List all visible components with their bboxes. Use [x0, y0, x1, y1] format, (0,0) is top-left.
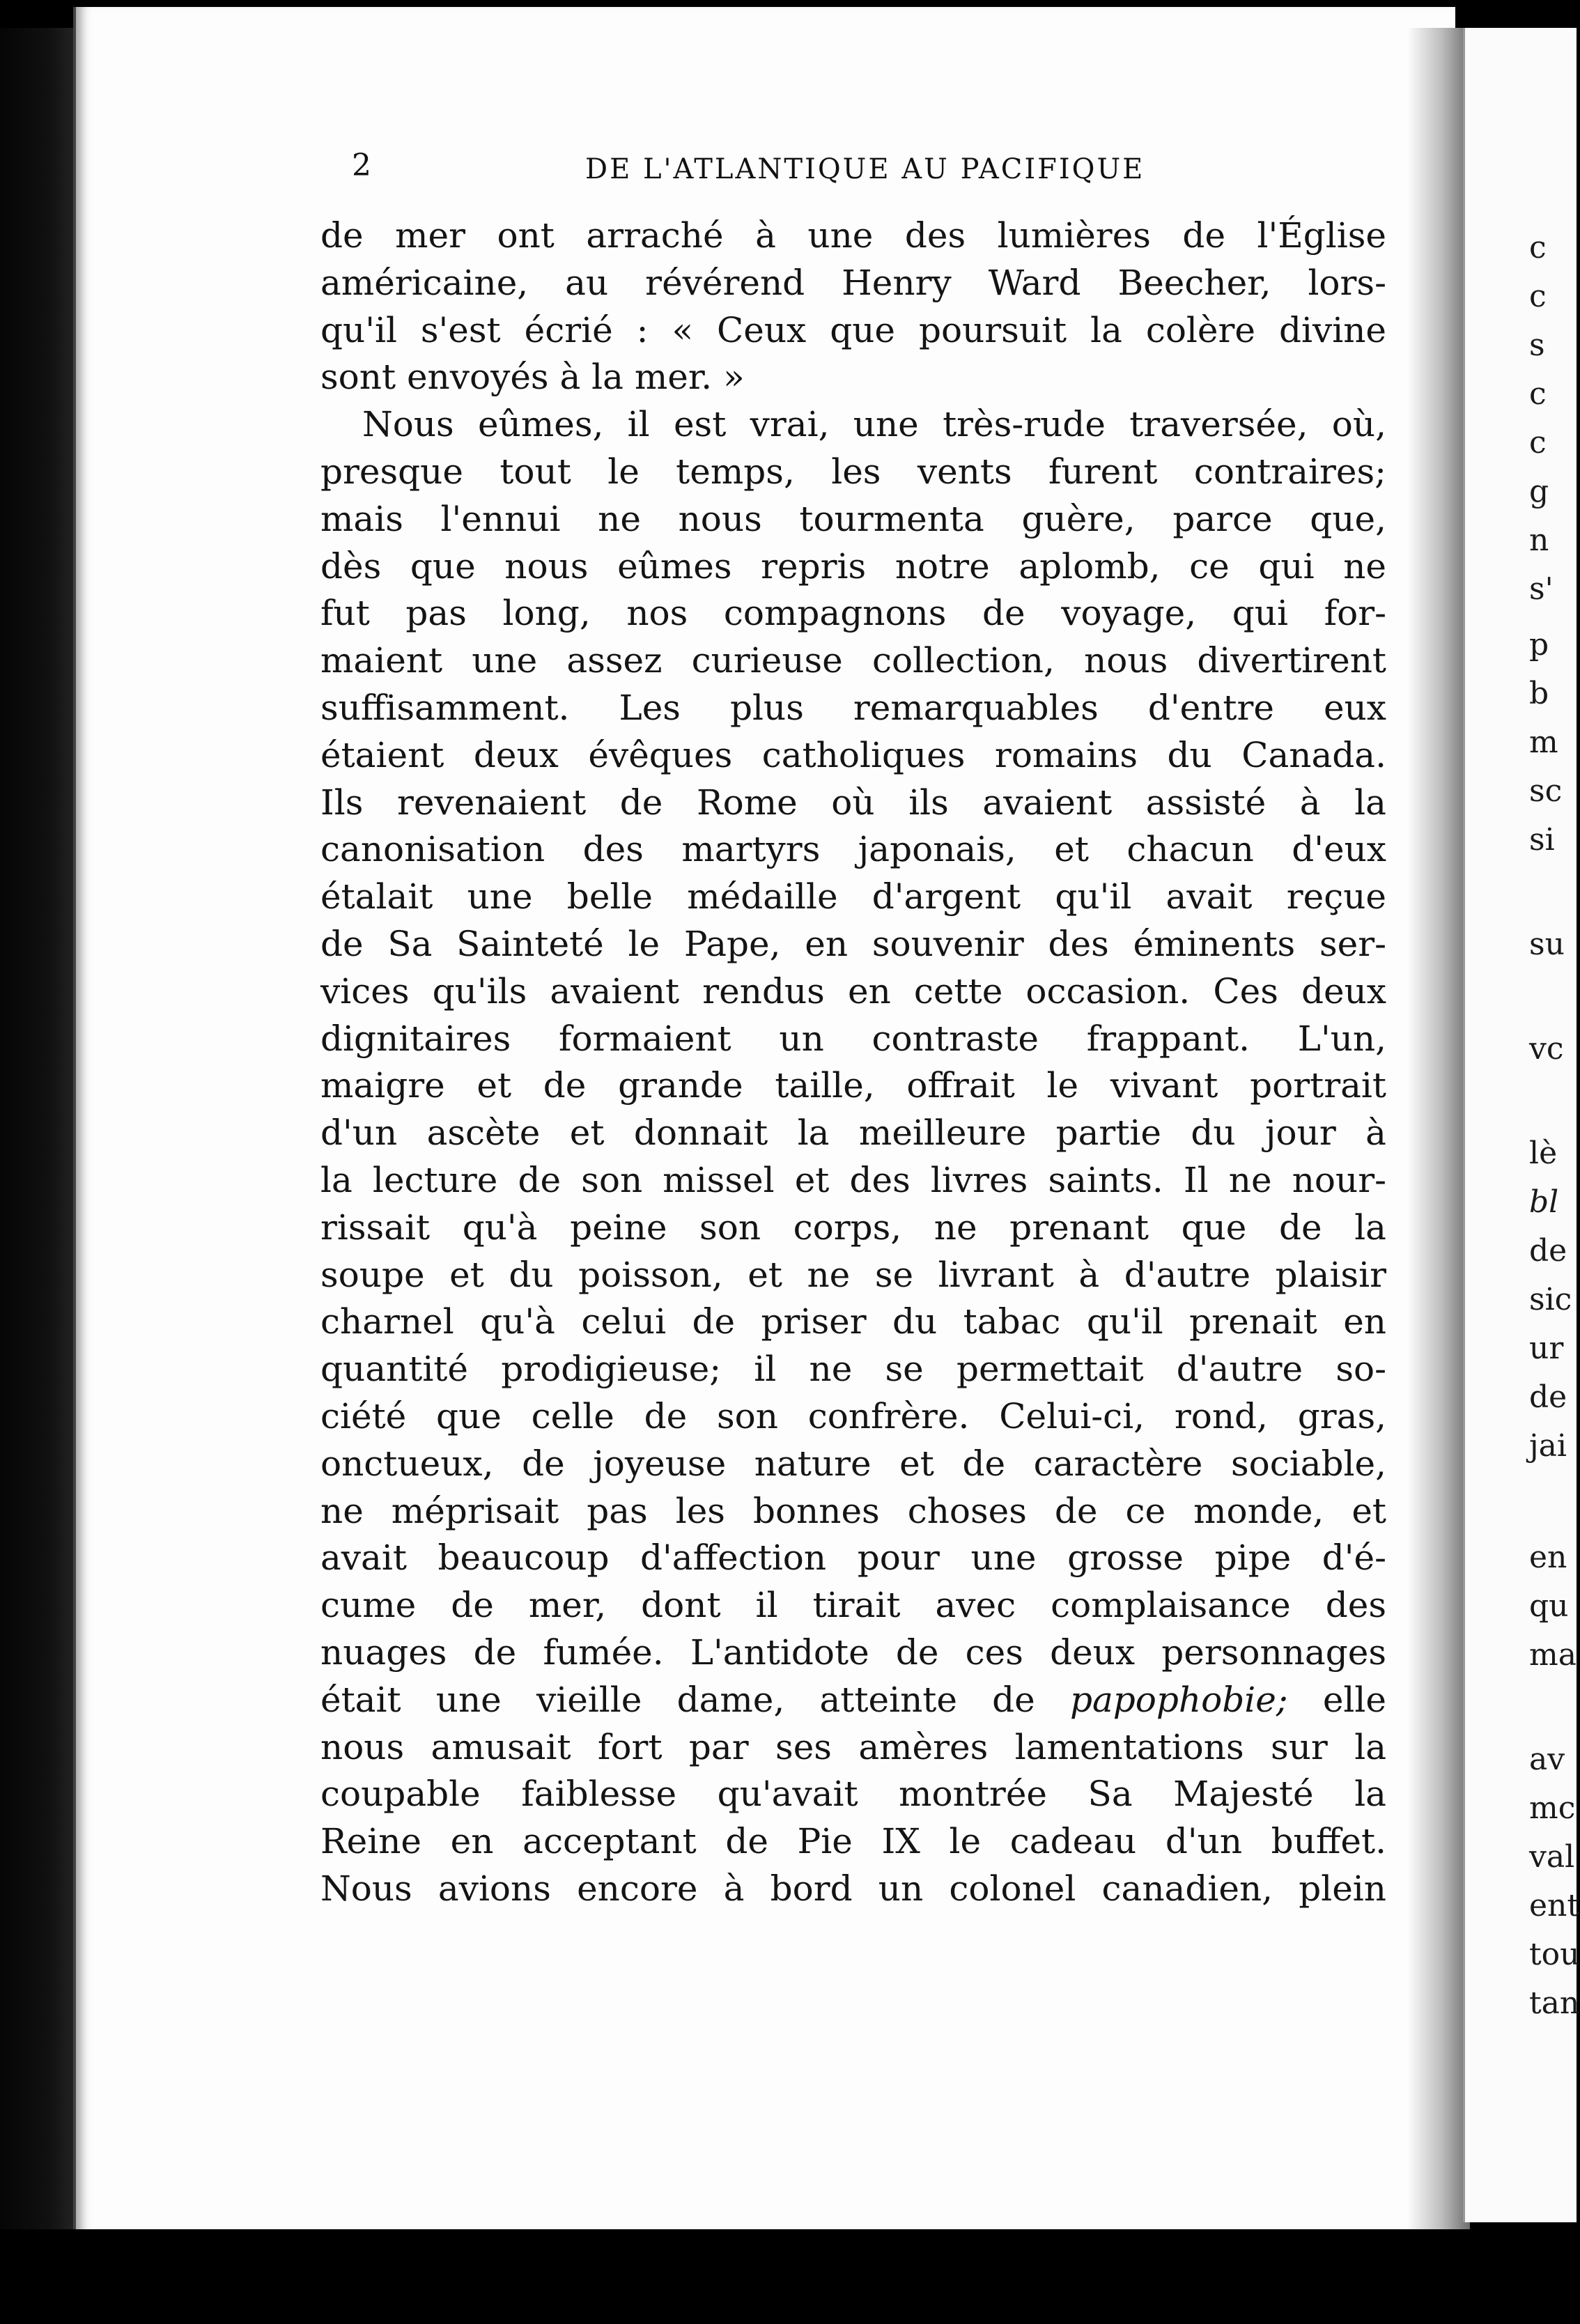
- text-line: vices qu'ils avaient rendus en cette occasion. Ces deux: [320, 970, 1386, 1012]
- text-line: coupable faiblesse qu'avait montrée Sa Majesté la: [320, 1774, 1386, 1815]
- facing-text-fragment: m: [1529, 725, 1558, 760]
- text-line: qu'il s'est écrié : « Ceux que poursuit la colère divine: [320, 309, 1386, 350]
- text-line: charnel qu'à celui de priser du tabac qu'il prenait en: [320, 1301, 1386, 1342]
- facing-text-fragment: val: [1529, 1839, 1575, 1875]
- text-line: dignitaires formaient un contraste frappant. L'un,: [320, 1018, 1386, 1059]
- page-gutter-shadow: [1407, 28, 1470, 2257]
- text-line: Nous avions encore à bord un colonel canadien, plein: [320, 1868, 1386, 1909]
- facing-text-fragment: tou: [1529, 1937, 1580, 1972]
- text-line: suffisamment. Les plus remarquables d'entre eux: [320, 687, 1386, 728]
- facing-text-fragment: tan: [1529, 1985, 1580, 2021]
- facing-text-fragment: lè: [1529, 1136, 1558, 1171]
- facing-text-fragment: vc: [1529, 1031, 1564, 1067]
- facing-text-fragment: c: [1529, 230, 1547, 265]
- text-line: sont envoyés à la mer. »: [320, 357, 745, 398]
- text-line: Reine en acceptant de Pie IX le cadeau d'un buffet.: [320, 1821, 1386, 1862]
- text-line: maigre et de grande taille, offrait le vivant portrait: [320, 1065, 1386, 1106]
- running-head: DE L'ATLANTIQUE AU PACIFIQUE: [585, 153, 1145, 185]
- text-line: dès que nous eûmes repris notre aplomb, ce qui ne: [320, 545, 1386, 587]
- text-line: ne méprisait pas les bonnes choses de ce monde, et: [320, 1490, 1386, 1531]
- text-line: de Sa Sainteté le Pape, en souvenir des éminents ser-: [320, 923, 1386, 964]
- facing-text-fragment: s': [1529, 571, 1554, 607]
- left-margin-fringe: [0, 0, 84, 2324]
- facing-text-fragment: su: [1529, 927, 1565, 962]
- paragraph-first-line: Nous eûmes, il est vrai, une très-rude traversée, où,: [362, 404, 1386, 445]
- facing-text-fragment: sic: [1529, 1282, 1572, 1317]
- page-number: 2: [352, 148, 371, 183]
- facing-text-fragment: b: [1529, 676, 1549, 711]
- text-line: Ils revenaient de Rome où ils avaient assisté à la: [320, 782, 1386, 823]
- facing-text-fragment: qu: [1529, 1588, 1569, 1624]
- text-line: étalait une belle médaille d'argent qu'il avait reçue: [320, 876, 1386, 917]
- text-line: maient une assez curieuse collection, nous divertirent: [320, 640, 1386, 681]
- text-line: d'un ascète et donnait la meilleure partie du jour à: [320, 1113, 1386, 1154]
- text-line: quantité prodigieuse; il ne se permettait d'autre so-: [320, 1349, 1386, 1390]
- text-line: mais l'ennui ne nous tourmenta guère, parce que,: [320, 498, 1386, 539]
- bottom-black-strip: [0, 2229, 1574, 2324]
- text-line: avait beaucoup d'affection pour une grosse pipe d'é-: [320, 1537, 1386, 1579]
- facing-page: [1463, 28, 1580, 2222]
- facing-text-fragment: jai: [1529, 1428, 1567, 1464]
- text-line: étaient deux évêques catholiques romains du Canada.: [320, 734, 1386, 775]
- facing-text-fragment: de: [1529, 1379, 1567, 1415]
- text-line: nuages de fumée. L'antidote de ces deux personnages: [320, 1632, 1386, 1673]
- facing-text-fragment: sc: [1529, 773, 1563, 809]
- italic-word: papophobie;: [1069, 1679, 1288, 1720]
- facing-text-fragment: de: [1529, 1233, 1567, 1269]
- text-line: de mer ont arraché à une des lumières de l'Église: [320, 215, 1386, 256]
- text-line: fut pas long, nos compagnons de voyage, qui for-: [320, 593, 1386, 634]
- body-text: [320, 212, 1386, 1913]
- facing-text-fragment: n: [1529, 522, 1549, 558]
- facing-text-fragment: si: [1529, 822, 1555, 858]
- facing-text-fragment: ma: [1529, 1637, 1577, 1673]
- text-line: rissait qu'à peine son corps, ne prenant que de la: [320, 1207, 1386, 1248]
- text-fragment: était une vieille dame, atteinte de: [320, 1679, 1070, 1720]
- text-line-with-italic: [320, 1677, 1386, 1724]
- facing-text-fragment: c: [1529, 279, 1547, 314]
- facing-text-fragment: c: [1529, 376, 1547, 412]
- facing-text-fragment: av: [1529, 1742, 1565, 1777]
- text-fragment: elle: [1287, 1679, 1387, 1720]
- text-line: onctueux, de joyeuse nature et de caractère sociable,: [320, 1443, 1386, 1484]
- text-line: presque tout le temps, les vents furent contraires;: [320, 451, 1386, 492]
- text-line: soupe et du poisson, et ne se livrant à d'autre plaisir: [320, 1254, 1386, 1295]
- facing-text-fragment: ent: [1529, 1888, 1580, 1923]
- text-line: américaine, au révérend Henry Ward Beecher, lors-: [320, 262, 1386, 303]
- facing-text-fragment: ur: [1529, 1331, 1564, 1366]
- facing-text-fragment: c: [1529, 425, 1547, 460]
- facing-text-fragment: s: [1529, 327, 1545, 363]
- text-line: ciété que celle de son confrère. Celui-ci, rond, gras,: [320, 1395, 1386, 1436]
- facing-text-fragment: en: [1529, 1540, 1567, 1575]
- facing-text-fragment: bl: [1529, 1184, 1559, 1220]
- text-line: cume de mer, dont il tirait avec complaisance des: [320, 1585, 1386, 1626]
- text-line: canonisation des martyrs japonais, et chacun d'eux: [320, 829, 1386, 870]
- text-line: nous amusait fort par ses amères lamentations sur la: [320, 1726, 1386, 1767]
- facing-text-fragment: g: [1529, 474, 1549, 509]
- facing-text-fragment: mc: [1529, 1790, 1576, 1826]
- facing-text-fragment: p: [1529, 627, 1549, 663]
- text-line: la lecture de son missel et des livres saints. Il ne nour-: [320, 1159, 1386, 1200]
